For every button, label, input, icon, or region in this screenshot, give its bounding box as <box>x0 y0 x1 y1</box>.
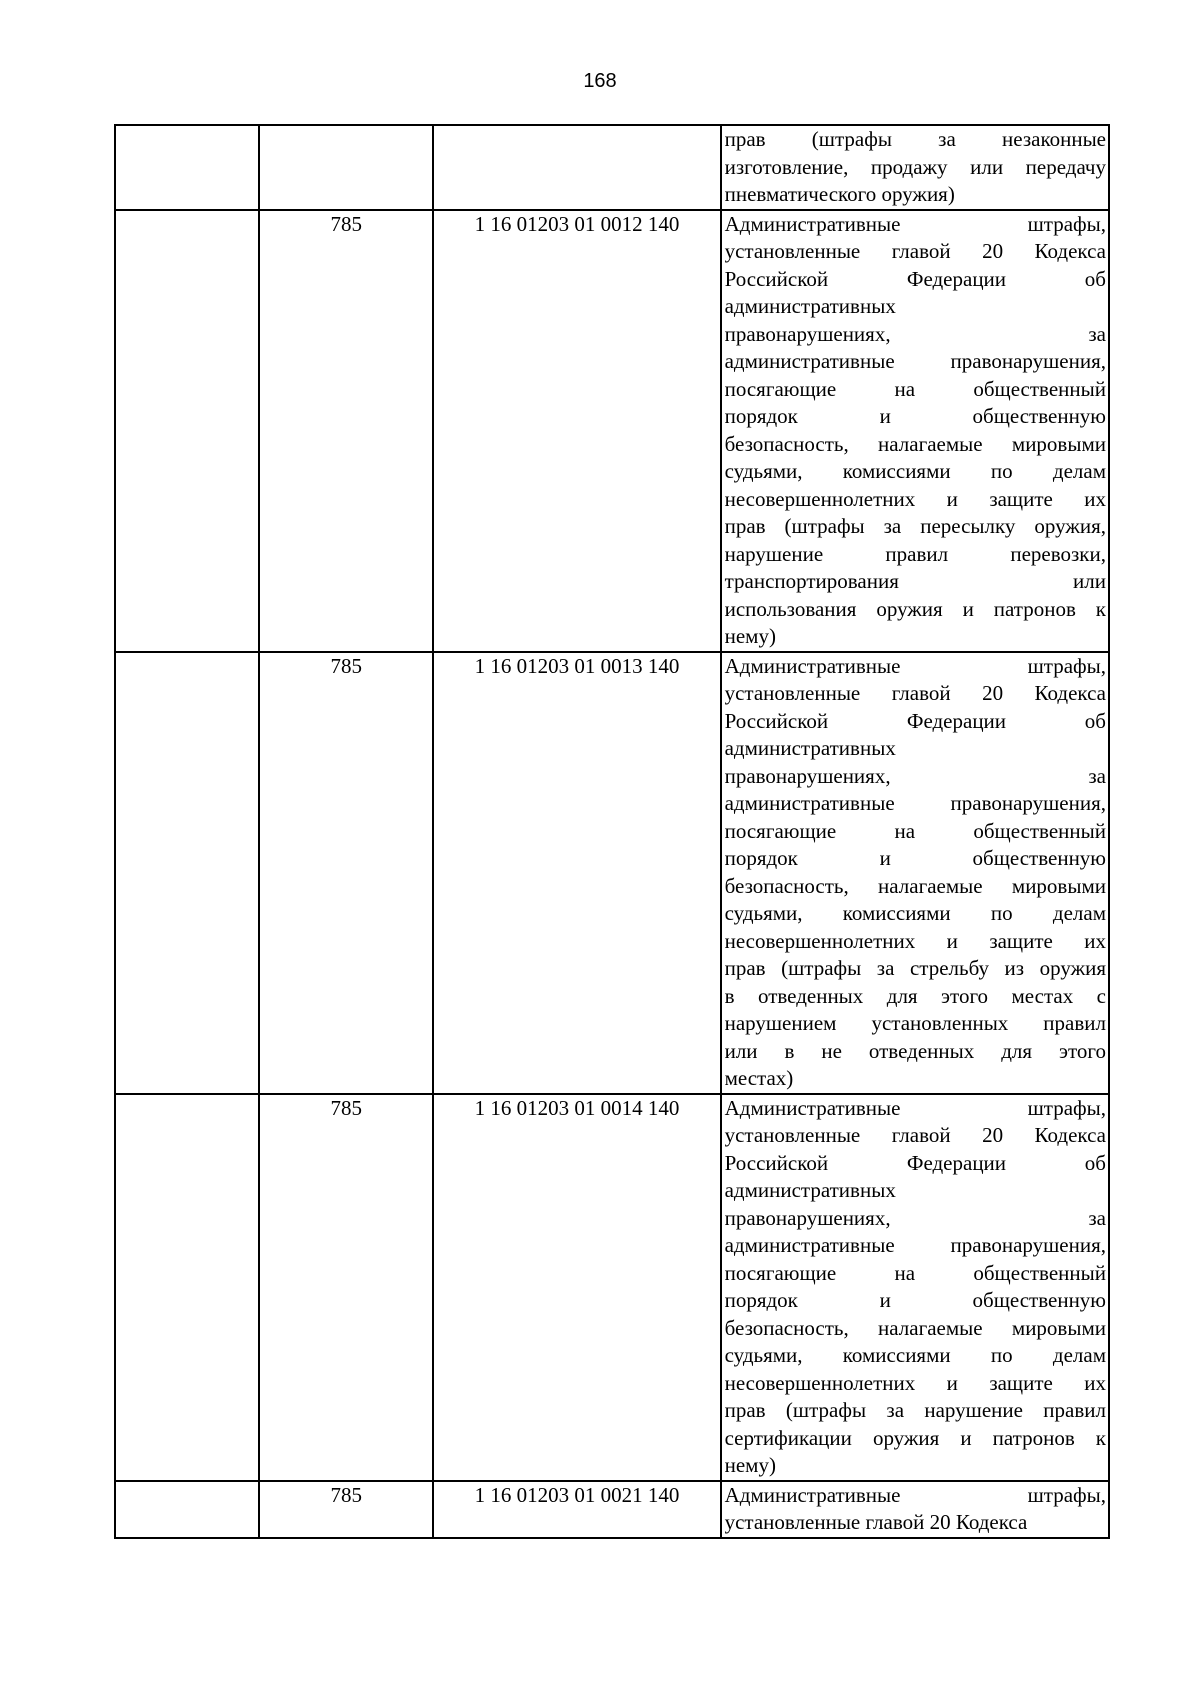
description-line: Административные штрафы, <box>724 653 1106 678</box>
table-row <box>115 125 1109 210</box>
description-cell <box>721 1481 1109 1538</box>
description-cell <box>721 210 1109 652</box>
description-line: административных <box>724 1178 896 1202</box>
description-line: изготовление, продажу или передачу <box>724 154 1106 179</box>
description-line: судьями, комиссиями по делам <box>724 1343 1106 1367</box>
table-row <box>115 1094 1109 1481</box>
description-line: Российской Федерации об <box>724 1150 1106 1175</box>
description-line: установленные главой 20 Кодекса <box>724 1510 1028 1534</box>
budget-classification-code-cell: 1 16 01203 01 0021 140 <box>433 1481 720 1538</box>
page-number: 168 <box>583 70 617 92</box>
description-line: нарушение правил перевозки, <box>724 541 1106 566</box>
description-line: транспортирования или <box>724 569 1106 593</box>
budget-classification-code-cell: 1 16 01203 01 0013 140 <box>433 652 720 1094</box>
description-line: пневматического оружия) <box>724 182 955 206</box>
empty-cell <box>115 1481 259 1538</box>
description-line: прав (штрафы за незаконные <box>724 127 1106 151</box>
description-line: правонарушениях, за <box>724 321 1106 346</box>
description-line: прав (штрафы за нарушение правил <box>724 1398 1106 1422</box>
admin-code-cell <box>259 125 433 210</box>
description-line: административные правонарушения, <box>724 1233 1106 1257</box>
description-line: правонарушениях, за <box>724 763 1106 788</box>
budget-classification-code-cell: 1 16 01203 01 0014 140 <box>433 1094 720 1481</box>
description-line: судьями, комиссиями по делам <box>724 459 1106 483</box>
description-line: Российской Федерации об <box>724 708 1106 733</box>
description-line: судьями, комиссиями по делам <box>724 901 1106 925</box>
description-line: или в не отведенных для этого <box>724 1038 1106 1063</box>
description-cell <box>721 125 1109 210</box>
description-line: несовершеннолетних и защите их <box>724 486 1106 511</box>
description-line: безопасность, налагаемые мировыми <box>724 1315 1106 1340</box>
description-line: административных <box>724 736 896 760</box>
description-line: несовершеннолетних и защите их <box>724 928 1106 953</box>
description-line: посягающие на общественный <box>724 376 1106 401</box>
description-line: посягающие на общественный <box>724 818 1106 843</box>
empty-cell <box>115 125 259 210</box>
admin-code-cell: 785 <box>259 652 433 1094</box>
description-cell <box>721 652 1109 1094</box>
description-line: посягающие на общественный <box>724 1260 1106 1285</box>
description-line: безопасность, налагаемые мировыми <box>724 873 1106 898</box>
table-row <box>115 210 1109 652</box>
empty-cell <box>115 652 259 1094</box>
description-line: нарушением установленных правил <box>724 1011 1106 1035</box>
description-line: Административные штрафы, <box>724 1482 1106 1507</box>
description-line: установленные главой 20 Кодекса <box>724 1123 1106 1147</box>
description-line: порядок и общественную <box>724 404 1106 428</box>
description-line: прав (штрафы за стрельбу из оружия <box>724 956 1106 980</box>
budget-classification-code-cell <box>433 125 720 210</box>
description-line: порядок и общественную <box>724 846 1106 870</box>
description-line: Административные штрафы, <box>724 1095 1106 1120</box>
description-line: порядок и общественную <box>724 1288 1106 1312</box>
budget-code-table <box>114 124 1110 1539</box>
budget-classification-code-cell: 1 16 01203 01 0012 140 <box>433 210 720 652</box>
description-line: прав (штрафы за пересылку оружия, <box>724 514 1106 538</box>
description-line: установленные главой 20 Кодекса <box>724 239 1106 263</box>
description-line: сертификации оружия и патронов к <box>724 1425 1106 1450</box>
description-line: несовершеннолетних и защите их <box>724 1370 1106 1395</box>
description-line: правонарушениях, за <box>724 1205 1106 1230</box>
description-line: нему) <box>724 624 776 648</box>
table-row <box>115 652 1109 1094</box>
admin-code-cell: 785 <box>259 1481 433 1538</box>
description-line: в отведенных для этого местах с <box>724 983 1106 1008</box>
description-line: нему) <box>724 1453 776 1477</box>
description-line: установленные главой 20 Кодекса <box>724 681 1106 705</box>
empty-cell <box>115 210 259 652</box>
empty-cell <box>115 1094 259 1481</box>
description-cell <box>721 1094 1109 1481</box>
description-line: безопасность, налагаемые мировыми <box>724 431 1106 456</box>
description-line: административные правонарушения, <box>724 791 1106 815</box>
admin-code-cell: 785 <box>259 210 433 652</box>
table-row <box>115 1481 1109 1538</box>
description-line: Административные штрафы, <box>724 211 1106 236</box>
description-line: использования оружия и патронов к <box>724 596 1106 621</box>
description-line: Российской Федерации об <box>724 266 1106 291</box>
description-line: административные правонарушения, <box>724 349 1106 373</box>
admin-code-cell: 785 <box>259 1094 433 1481</box>
description-line: административных <box>724 294 896 318</box>
description-line: местах) <box>724 1066 794 1090</box>
table-body <box>115 125 1109 1538</box>
